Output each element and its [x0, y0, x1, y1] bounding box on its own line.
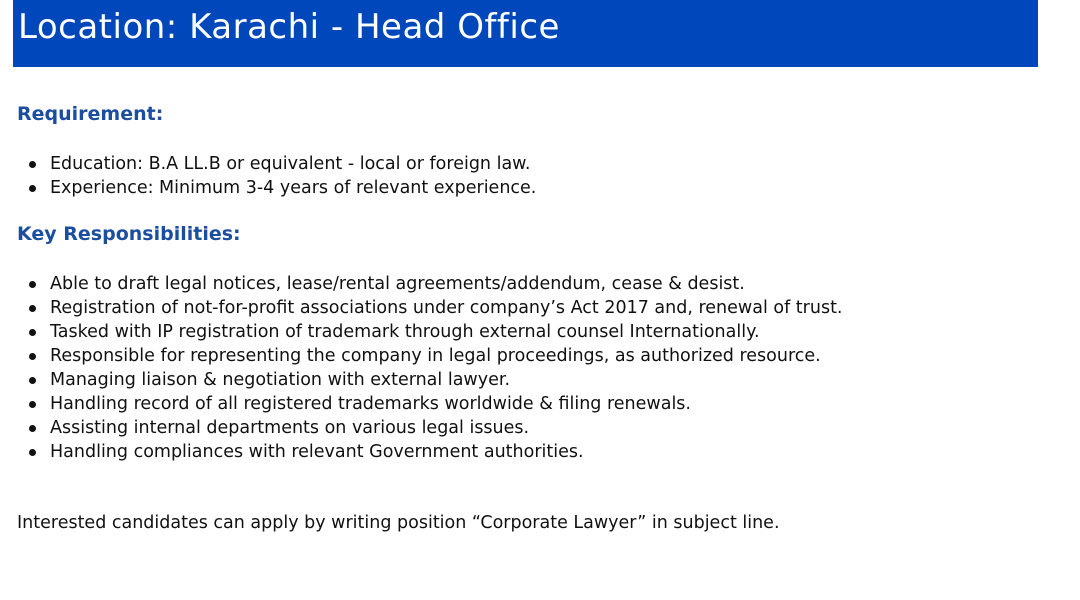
bullet-icon: [29, 353, 36, 360]
header-banner: [13, 0, 1038, 67]
bullet-icon: [29, 185, 36, 192]
bullet-icon: [29, 401, 36, 408]
list-item: [28, 416, 843, 440]
responsibility-text: Responsible for representing the company in legal proceedings, as authorized resource.: [50, 346, 821, 366]
list-item: [28, 368, 843, 392]
list-item: [28, 320, 843, 344]
bullet-icon: [29, 305, 36, 312]
responsibilities-list: [28, 272, 843, 464]
list-item: [28, 440, 843, 464]
bullet-icon: [29, 329, 36, 336]
list-item: [28, 344, 843, 368]
bullet-icon: [29, 377, 36, 384]
responsibilities-heading: Key Responsibilities:: [17, 223, 241, 245]
list-item: [28, 176, 536, 200]
responsibility-text: Tasked with IP registration of trademark through external counsel Internationally.: [50, 322, 760, 342]
responsibility-text: Handling record of all registered trademarks worldwide & filing renewals.: [50, 394, 691, 414]
requirement-experience: Experience: Minimum 3-4 years of relevant experience.: [50, 178, 537, 198]
responsibility-text: Managing liaison & negotiation with external lawyer.: [50, 370, 511, 390]
application-note: Interested candidates can apply by writing position “Corporate Lawyer” in subject line.: [17, 513, 780, 533]
responsibility-text: Handling compliances with relevant Government authorities.: [50, 442, 584, 462]
requirement-heading: Requirement:: [17, 103, 164, 125]
list-item: [28, 296, 843, 320]
bullet-icon: [29, 161, 36, 168]
responsibility-text: Able to draft legal notices, lease/rental agreements/addendum, cease & desist.: [50, 274, 745, 294]
bullet-icon: [29, 425, 36, 432]
requirement-education: Education: B.A LL.B or equivalent - local or foreign law.: [50, 154, 531, 174]
list-item: [28, 152, 536, 176]
responsibility-text: Assisting internal departments on various legal issues.: [50, 418, 530, 438]
location-title: Location: Karachi - Head Office: [18, 7, 560, 47]
list-item: [28, 392, 843, 416]
bullet-icon: [29, 281, 36, 288]
responsibility-text: Registration of not-for-profit associations under company’s Act 2017 and, renewal of trust.: [50, 298, 843, 318]
list-item: [28, 272, 843, 296]
requirement-list: [28, 152, 536, 200]
bullet-icon: [29, 449, 36, 456]
